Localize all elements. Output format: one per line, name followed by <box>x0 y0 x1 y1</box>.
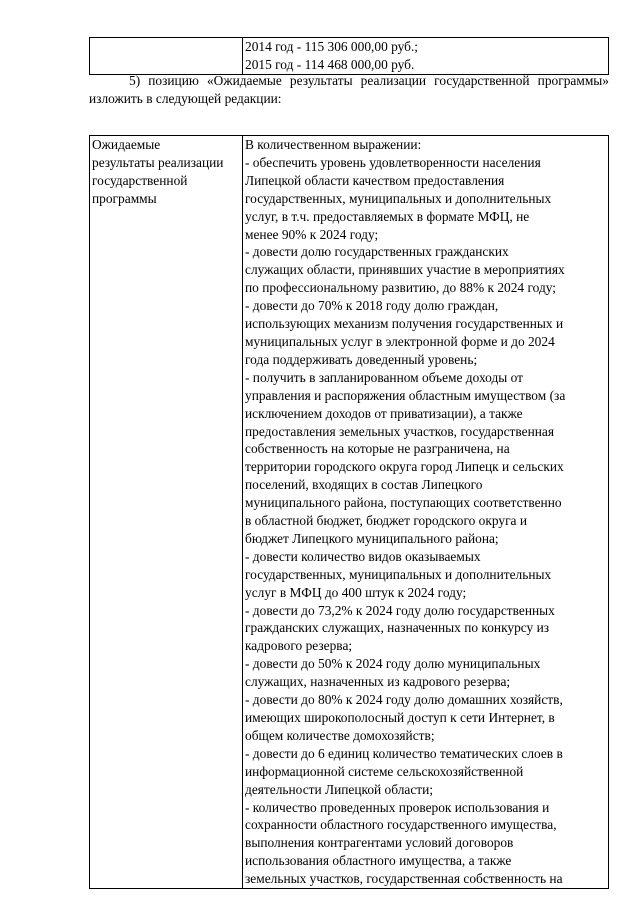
text-line: исключением доходов от приватизации), а также <box>245 405 523 421</box>
text-line: территории городского округа город Липецк и сельских <box>245 459 564 475</box>
text-line: - довести долю государственных гражданских <box>245 244 509 260</box>
text-line: использующих механизм получения государственных и <box>245 316 564 332</box>
text-line: по профессиональному развитию, до 88% к 2024 году; <box>245 280 556 296</box>
text-line: имеющих широкополосный доступ к сети Интернет, в <box>245 710 555 725</box>
table-row <box>90 38 609 75</box>
text-line: предоставления земельных участков, государственная <box>245 423 555 439</box>
text-line: В количественном выражении: <box>245 137 422 152</box>
text-line: услуг, в т.ч. предоставляемых в формате МФЦ, не <box>245 208 530 224</box>
text-line: года поддерживать доведенный уровень; <box>245 351 478 367</box>
text-line: гражданских служащих, назначенных по конкурсу из <box>245 620 550 636</box>
text-line: услуг в МФЦ до 400 штук к 2024 году; <box>245 584 467 600</box>
table-row <box>90 136 609 889</box>
top-table-left-cell <box>90 38 243 75</box>
main-table-left-cell <box>90 136 243 889</box>
text-line: государственной <box>92 172 188 188</box>
text-line: - довести до 50% к 2024 году долю муниципальных <box>245 656 541 672</box>
text-line: - довести до 80% к 2024 году долю домашних хозяйств, <box>245 692 563 708</box>
main-table <box>89 135 609 889</box>
text-line: государственных, муниципальных и дополнительных <box>245 566 552 582</box>
text-line: деятельности Липецкой области; <box>245 781 434 797</box>
text-line: собственность на которые не разграничена, на <box>245 441 510 457</box>
text-line: в областной бюджет, бюджет городского округа и <box>245 513 528 529</box>
text-line: - обеспечить уровень удовлетворенности населения <box>245 154 541 170</box>
text-line: - довести до 70% к 2018 году долю граждан, <box>245 298 499 314</box>
top-table-right-cell <box>243 38 609 75</box>
text-line: поселений, входящих в состав Липецкого <box>245 477 483 493</box>
top-table <box>89 37 609 75</box>
text-line: муниципального района, поступающих соответственно <box>245 495 562 511</box>
text-line: 2015 год - 114 468 000,00 руб. <box>245 56 415 72</box>
text-line: - количество проведенных проверок использования и <box>245 799 550 815</box>
text-line: муниципальных услуг в электронной форме и до 2024 <box>245 333 555 349</box>
text-line: программы <box>92 190 157 206</box>
text-line: служащих, назначенных из кадрового резерва; <box>245 674 511 690</box>
text-line: бюджет Липецкого муниципального района; <box>245 530 499 546</box>
text-line: результаты реализации <box>92 154 224 170</box>
text-line: государственных, муниципальных и дополнительных <box>245 190 552 206</box>
text-line: кадрового резерва; <box>245 638 353 654</box>
text-line: земельных участков, государственная собственность на <box>245 871 563 887</box>
main-table-right-cell <box>243 136 609 889</box>
text-line: Липецкой области качеством предоставления <box>245 172 505 188</box>
text-line: использования областного имущества, а также <box>245 853 512 869</box>
text-line: Ожидаемые <box>92 137 161 152</box>
text-line: - довести до 6 единиц количество тематических слоев в <box>245 745 563 761</box>
text-line: общем количестве домохозяйств; <box>245 727 435 743</box>
text-line: управления и распоряжения областным имуществом (за <box>245 387 566 403</box>
text-line: информационной системе сельскохозяйственной <box>245 763 524 779</box>
text-line: - получить в запланированном объеме доходы от <box>245 369 524 385</box>
text-line: сохранности областного государственного имущества, <box>245 817 557 833</box>
text-line: менее 90% к 2024 году; <box>245 226 379 242</box>
text-line: 2014 год - 115 306 000,00 руб.; <box>245 39 419 54</box>
text-line: - довести до 73,2% к 2024 году долю государственных <box>245 602 555 618</box>
text-line: - довести количество видов оказываемых <box>245 548 481 564</box>
text-line: выполнения контрагентами условий договоров <box>245 835 514 851</box>
amendment-paragraph: 5) позицию «Ожидаемые результаты реализации государственной программы» изложить в следующей редакции: <box>89 73 609 106</box>
text-line: служащих области, принявших участие в мероприятиях <box>245 262 565 278</box>
